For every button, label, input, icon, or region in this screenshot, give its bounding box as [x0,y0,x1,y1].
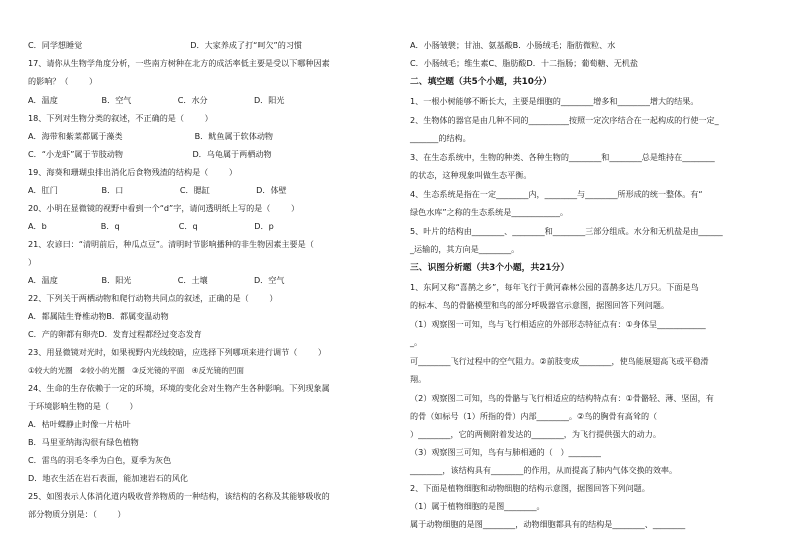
text-line: C．同学想睡觉 D．大家养成了打“呵欠”的习惯 [28,40,303,50]
text-line: _运输的，其方向是________。 [410,244,520,254]
text-line: （2）观察图二可知，鸟的骨骼与飞行相适应的结构特点有：①骨骼轻、薄、坚固，有 [410,393,714,403]
text-line: 部分物质分别是：（ ） [28,509,126,519]
text-line: A．温度 B．空气 C．水分 D．阳光 [28,95,285,105]
text-line: 2、生物体的器官是由几种不同的__________按照一定次序结合在一起构成的行使一定_ [410,115,719,125]
text-line: 的骨（如标号（1）所指的骨）内部________。②鸟的胸骨有高耸的（ [410,411,658,421]
text-line: C．“小龙虾”属于节肢动物 D．乌龟属于两栖动物 [28,149,272,159]
text-line: 于环境影响生物的是（ ） [28,401,138,411]
text-line: ①较大的光圈 ②较小的光圈 ③反光镜的平面 ④反光镜的凹面 [28,366,245,375]
text-line: 的标本、鸟的骨骼模型和鸟的部分呼吸器官示意图，据图回答下列问题。 [410,300,670,310]
text-line: ________，该结构具有________的作用，从而提高了肺内气体交换的效率。 [410,465,678,475]
text-line: 20、小明在显微镜的视野中看到一个“d”字，请问透明纸上写的是（ ） [28,203,300,213]
text-line: 23、用显微镜对光时，如果视野内光线较暗，应选择下列哪项来进行调节（ ） [28,347,326,357]
text-line: A．小肠皱襞；甘油、氨基酸B．小肠绒毛；脂肪微粒、水 [410,40,616,50]
text-line: ） [28,257,37,267]
text-line: 的影响？（ ） [28,76,98,86]
text-line: ）________，它的两侧附着发达的________，为飞行提供强大的动力。 [410,429,661,439]
text-line: （3）观察图三可知，鸟有与肺相通的（ ）________ [410,447,601,457]
text-line: 4、生态系统是指在一定________内，________与________所形成的统一整体。有“ [410,189,703,199]
text-line: 可________飞行过程中的空气阻力。②前肢变成________，使鸟能展翅高飞或平稳滑 [410,356,709,366]
text-line: 25、如图表示人体消化道内吸收营养物质的一种结构，该结构的名称及其能够吸收的 [28,491,330,501]
text-line: _。 [410,337,423,347]
section-heading: 三、识图分析题（共3个小题，共21分） [410,263,570,273]
text-line: 19、海葵和珊瑚虫排出消化后食物残渣的结构是（ ） [28,167,237,177]
text-line: 24、生命的生存依赖于一定的环境，环境的变化会对生物产生各种影响。下列现象属 [28,383,330,393]
text-line: A．海带和紫菜都属于藻类 B．鱿鱼属于软体动物 [28,131,274,141]
text-line: _______的结构。 [410,133,471,143]
text-line: 5、叶片的结构由________、________和________三部分组成。水分和无机盐是由______ [410,226,723,236]
text-line: A．肛门 B．口 C．腮缸 D．体壁 [28,185,287,195]
text-line: 1、东阿又称“喜鹊之乡”，每年飞行于黄河森林公园的喜鹊多达几万只。下面是鸟 [410,282,699,292]
text-line: D．地衣生活在岩石表面，能加速岩石的风化 [28,473,189,483]
text-line: 18、下列对生物分类的叙述，不正确的是（ ） [28,113,213,123]
text-line: 翔。 [410,374,427,384]
text-line: A．b B．q C．q D．p [28,221,274,231]
text-line: B．马里亚纳海沟很有绿色植物 [28,437,139,447]
text-line: 绿色水库”之称的生态系统是____________。 [410,207,568,217]
text-line: C．产的卵都有卵壳D．发育过程都经过变态发育 [28,329,202,339]
text-line: A．温度 B．阳光 C．土壤 D．空气 [28,275,285,285]
text-line: 3、在生态系统中，生物的种类、各种生物的________和________总是维持在________ [410,152,715,162]
text-line: 属于动物细胞的是图________，动物细胞都具有的结构是________、________ [410,519,686,529]
text-line: 21、农谚曰：“清明前后，种瓜点豆”。清明时节影响播种的非生物因素主要是（ [28,239,314,249]
text-line: A．都属陆生脊椎动物B．都属变温动物 [28,311,169,321]
text-line: （1）观察图一可知，鸟与飞行相适应的外部形态特征点有：①身体呈____________ [410,319,706,329]
text-line: 22、下列关于两栖动物和爬行动物共同点的叙述，正确的是（ ） [28,293,278,303]
text-line: 2、下面是植物细胞和动物细胞的结构示意图，据图回答下列问题。 [410,483,650,493]
text-line: 17、请你从生物学角度分析，一些南方树种在北方的成活率低主要是受以下哪种因素 [28,58,330,68]
section-heading: 二、填空题（共5个小题，共10分） [410,77,552,87]
text-line: 1、一根小树能够不断长大，主要是细胞的________增多和________增大的结果。 [410,96,699,106]
text-line: A．枯叶蝶静止时像一片枯叶 [28,419,131,429]
text-line: 的状态，这种现象叫做生态平衡。 [410,170,532,180]
text-line: C．雷鸟的羽毛冬季为白色，夏季为灰色 [28,455,172,465]
text-line: （1）属于植物细胞的是图________。 [410,501,545,511]
text-line: C．小肠绒毛；维生素C、脂肪酸D．十二指肠；葡萄糖、无机盐 [410,58,638,68]
